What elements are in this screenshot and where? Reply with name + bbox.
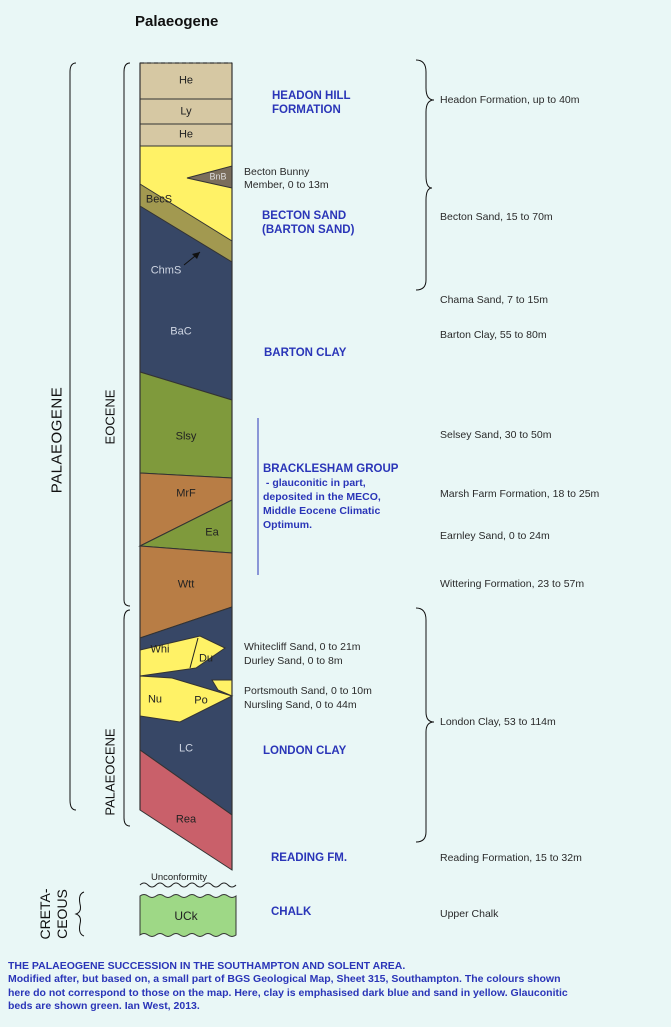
unit-bac: BaC (170, 325, 192, 338)
member-whitecliff: Whitecliff Sand, 0 to 21m (244, 641, 361, 653)
group-becton-1: BECTON SAND (262, 210, 347, 222)
group-bracklesham-4: Middle Eocene Climatic (263, 505, 381, 517)
thickness-wittering: Wittering Formation, 23 to 57m (440, 578, 585, 590)
member-nursling: Nursling Sand, 0 to 44m (244, 699, 357, 711)
headon-becton-brace (416, 60, 434, 290)
unit-he-bottom: He (178, 128, 194, 141)
member-becton-bunny-1: Becton Bunny (244, 166, 310, 178)
thickness-marsh-farm: Marsh Farm Formation, 18 to 25m (440, 488, 600, 500)
unconformity-line (140, 883, 236, 887)
caption-line-4: beds are shown green. Ian West, 2013. (8, 1000, 200, 1013)
unit-rea: Rea (175, 813, 197, 826)
palaeogene-bracket (70, 63, 76, 810)
unit-bnb: BnB (209, 171, 227, 182)
unit-lc: LC (178, 742, 194, 755)
unit-whi: Whi (150, 643, 170, 656)
group-bracklesham-3: deposited in the MECO, (263, 491, 381, 503)
unit-slsy: Slsy (175, 430, 197, 443)
member-durley: Durley Sand, 0 to 8m (244, 655, 343, 667)
unit-po: Po (194, 694, 208, 707)
cretaceous-bracket (76, 892, 84, 936)
thickness-selsey: Selsey Sand, 30 to 50m (440, 429, 552, 441)
caption-line-3: here do not correspond to those on the map. Here, clay is emphasised dark blue and sand in yellow. Glauconitic (8, 986, 568, 999)
diagram-title: Palaeogene (135, 13, 219, 30)
era-eocene: EOCENE (102, 389, 118, 445)
eocene-bracket (124, 63, 130, 606)
member-becton-bunny-2: Member, 0 to 13m (244, 179, 329, 191)
group-headon-2: FORMATION (272, 104, 341, 116)
unit-uck: UCk (174, 909, 198, 923)
era-cretaceous-1: CRETA- (37, 888, 53, 940)
thickness-earnley: Earnley Sand, 0 to 24m (440, 530, 550, 542)
thickness-barton: Barton Clay, 55 to 80m (440, 329, 547, 341)
caption-line-1: THE PALAEOGENE SUCCESSION IN THE SOUTHAMPTON AND SOLENT AREA. (8, 960, 406, 972)
thickness-london: London Clay, 53 to 114m (440, 716, 556, 728)
group-bracklesham-5: Optimum. (263, 519, 312, 531)
unconformity-label: Unconformity (151, 872, 207, 883)
caption (8, 960, 663, 1014)
era-cretaceous-2: CEOUS (54, 889, 70, 939)
unit-he-top: He (178, 74, 194, 87)
unit-becs: BecS (145, 193, 173, 206)
group-bracklesham-2: - glauconitic in part, (263, 477, 366, 489)
caption-line-2: Modified after, but based on, a small part of BGS Geological Map, Sheet 315, Southampton. The colours shown (8, 973, 561, 986)
thickness-reading: Reading Formation, 15 to 32m (440, 852, 582, 864)
unit-ea: Ea (205, 526, 219, 539)
thickness-upper-chalk: Upper Chalk (440, 908, 499, 920)
group-bracklesham-1: BRACKLESHAM GROUP (263, 463, 399, 475)
thickness-chama: Chama Sand, 7 to 15m (440, 294, 548, 306)
london-clay-brace (416, 608, 434, 842)
group-headon-1: HEADON HILL (272, 90, 351, 102)
group-chalk: CHALK (271, 906, 312, 918)
unit-ly: Ly (180, 105, 192, 118)
thickness-headon: Headon Formation, up to 40m (440, 94, 580, 106)
unit-mrf: MrF (176, 487, 196, 500)
group-becton-2: (BARTON SAND) (262, 224, 355, 236)
group-london-clay: LONDON CLAY (263, 745, 347, 757)
unit-wtt: Wtt (177, 578, 195, 591)
era-palaeogene: PALAEOGENE (48, 386, 66, 494)
unit-chms: ChmS (150, 264, 182, 277)
palaeocene-bracket (124, 610, 130, 826)
group-barton-clay: BARTON CLAY (264, 347, 347, 359)
unit-du: Du (198, 652, 214, 665)
era-palaeocene: PALAEOCENE (102, 728, 118, 816)
unit-nu: Nu (147, 693, 163, 706)
group-reading: READING FM. (271, 852, 348, 864)
thickness-becton: Becton Sand, 15 to 70m (440, 211, 553, 223)
member-portsmouth: Portsmouth Sand, 0 to 10m (244, 685, 372, 697)
